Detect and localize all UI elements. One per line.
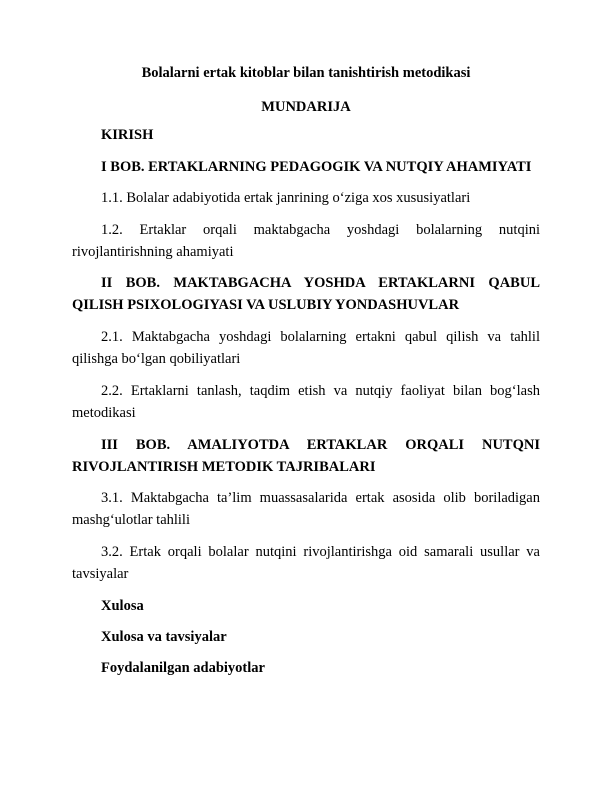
toc-entry-section-3-1: 3.1. Maktabgacha ta’lim muassasalarida ertak asosida olib boriladigan mashg‘ulotlar tahlili — [72, 490, 540, 528]
toc-entry-introduction: KIRISH — [101, 127, 154, 143]
toc-entry-chapter-3: III BOB. AMALIYOTDA ERTAKLAR ORQALI NUTQNI RIVOJLANTIRISH METODIK TAJRIBALARI — [72, 437, 540, 475]
toc-entry-section-1-1: 1.1. Bolalar adabiyotida ertak janrining o‘ziga xos xususiyatlari — [101, 190, 471, 206]
toc-entry-chapter-2: II BOB. MAKTABGACHA YOSHDA ERTAKLARNI QABUL QILISH PSIXOLOGIYASI VA USLUBIY YONDASHUVLAR — [72, 275, 540, 313]
toc-entry-section-3-2: 3.2. Ertak orqali bolalar nutqini rivojlantirishga oid samarali usullar va tavsiyalar — [72, 544, 540, 582]
toc-entry-section-1-2: 1.2. Ertaklar orqali maktabgacha yoshdagi bolalarning nutqini rivojlantirishning ahamiyati — [72, 222, 540, 260]
toc-entry-references: Foydalanilgan adabiyotlar — [101, 660, 265, 676]
toc-entry-conclusion: Xulosa — [101, 598, 144, 614]
toc-entry-conclusion-recommendations: Xulosa va tavsiyalar — [101, 629, 227, 645]
document-title: Bolalarni ertak kitoblar bilan tanishtirish metodikasi — [141, 65, 471, 81]
contents-heading: MUNDARIJA — [261, 99, 351, 115]
toc-entry-chapter-1: I BOB. ERTAKLARNING PEDAGOGIK VA NUTQIY AHAMIYATI — [101, 159, 532, 175]
toc-entry-section-2-1: 2.1. Maktabgacha yoshdagi bolalarning ertakni qabul qilish va tahlil qilishga bo‘lgan qobiliyatlari — [72, 329, 540, 367]
toc-entry-section-2-2: 2.2. Ertaklarni tanlash, taqdim etish va nutqiy faoliyat bilan bog‘lash metodikasi — [72, 383, 540, 421]
